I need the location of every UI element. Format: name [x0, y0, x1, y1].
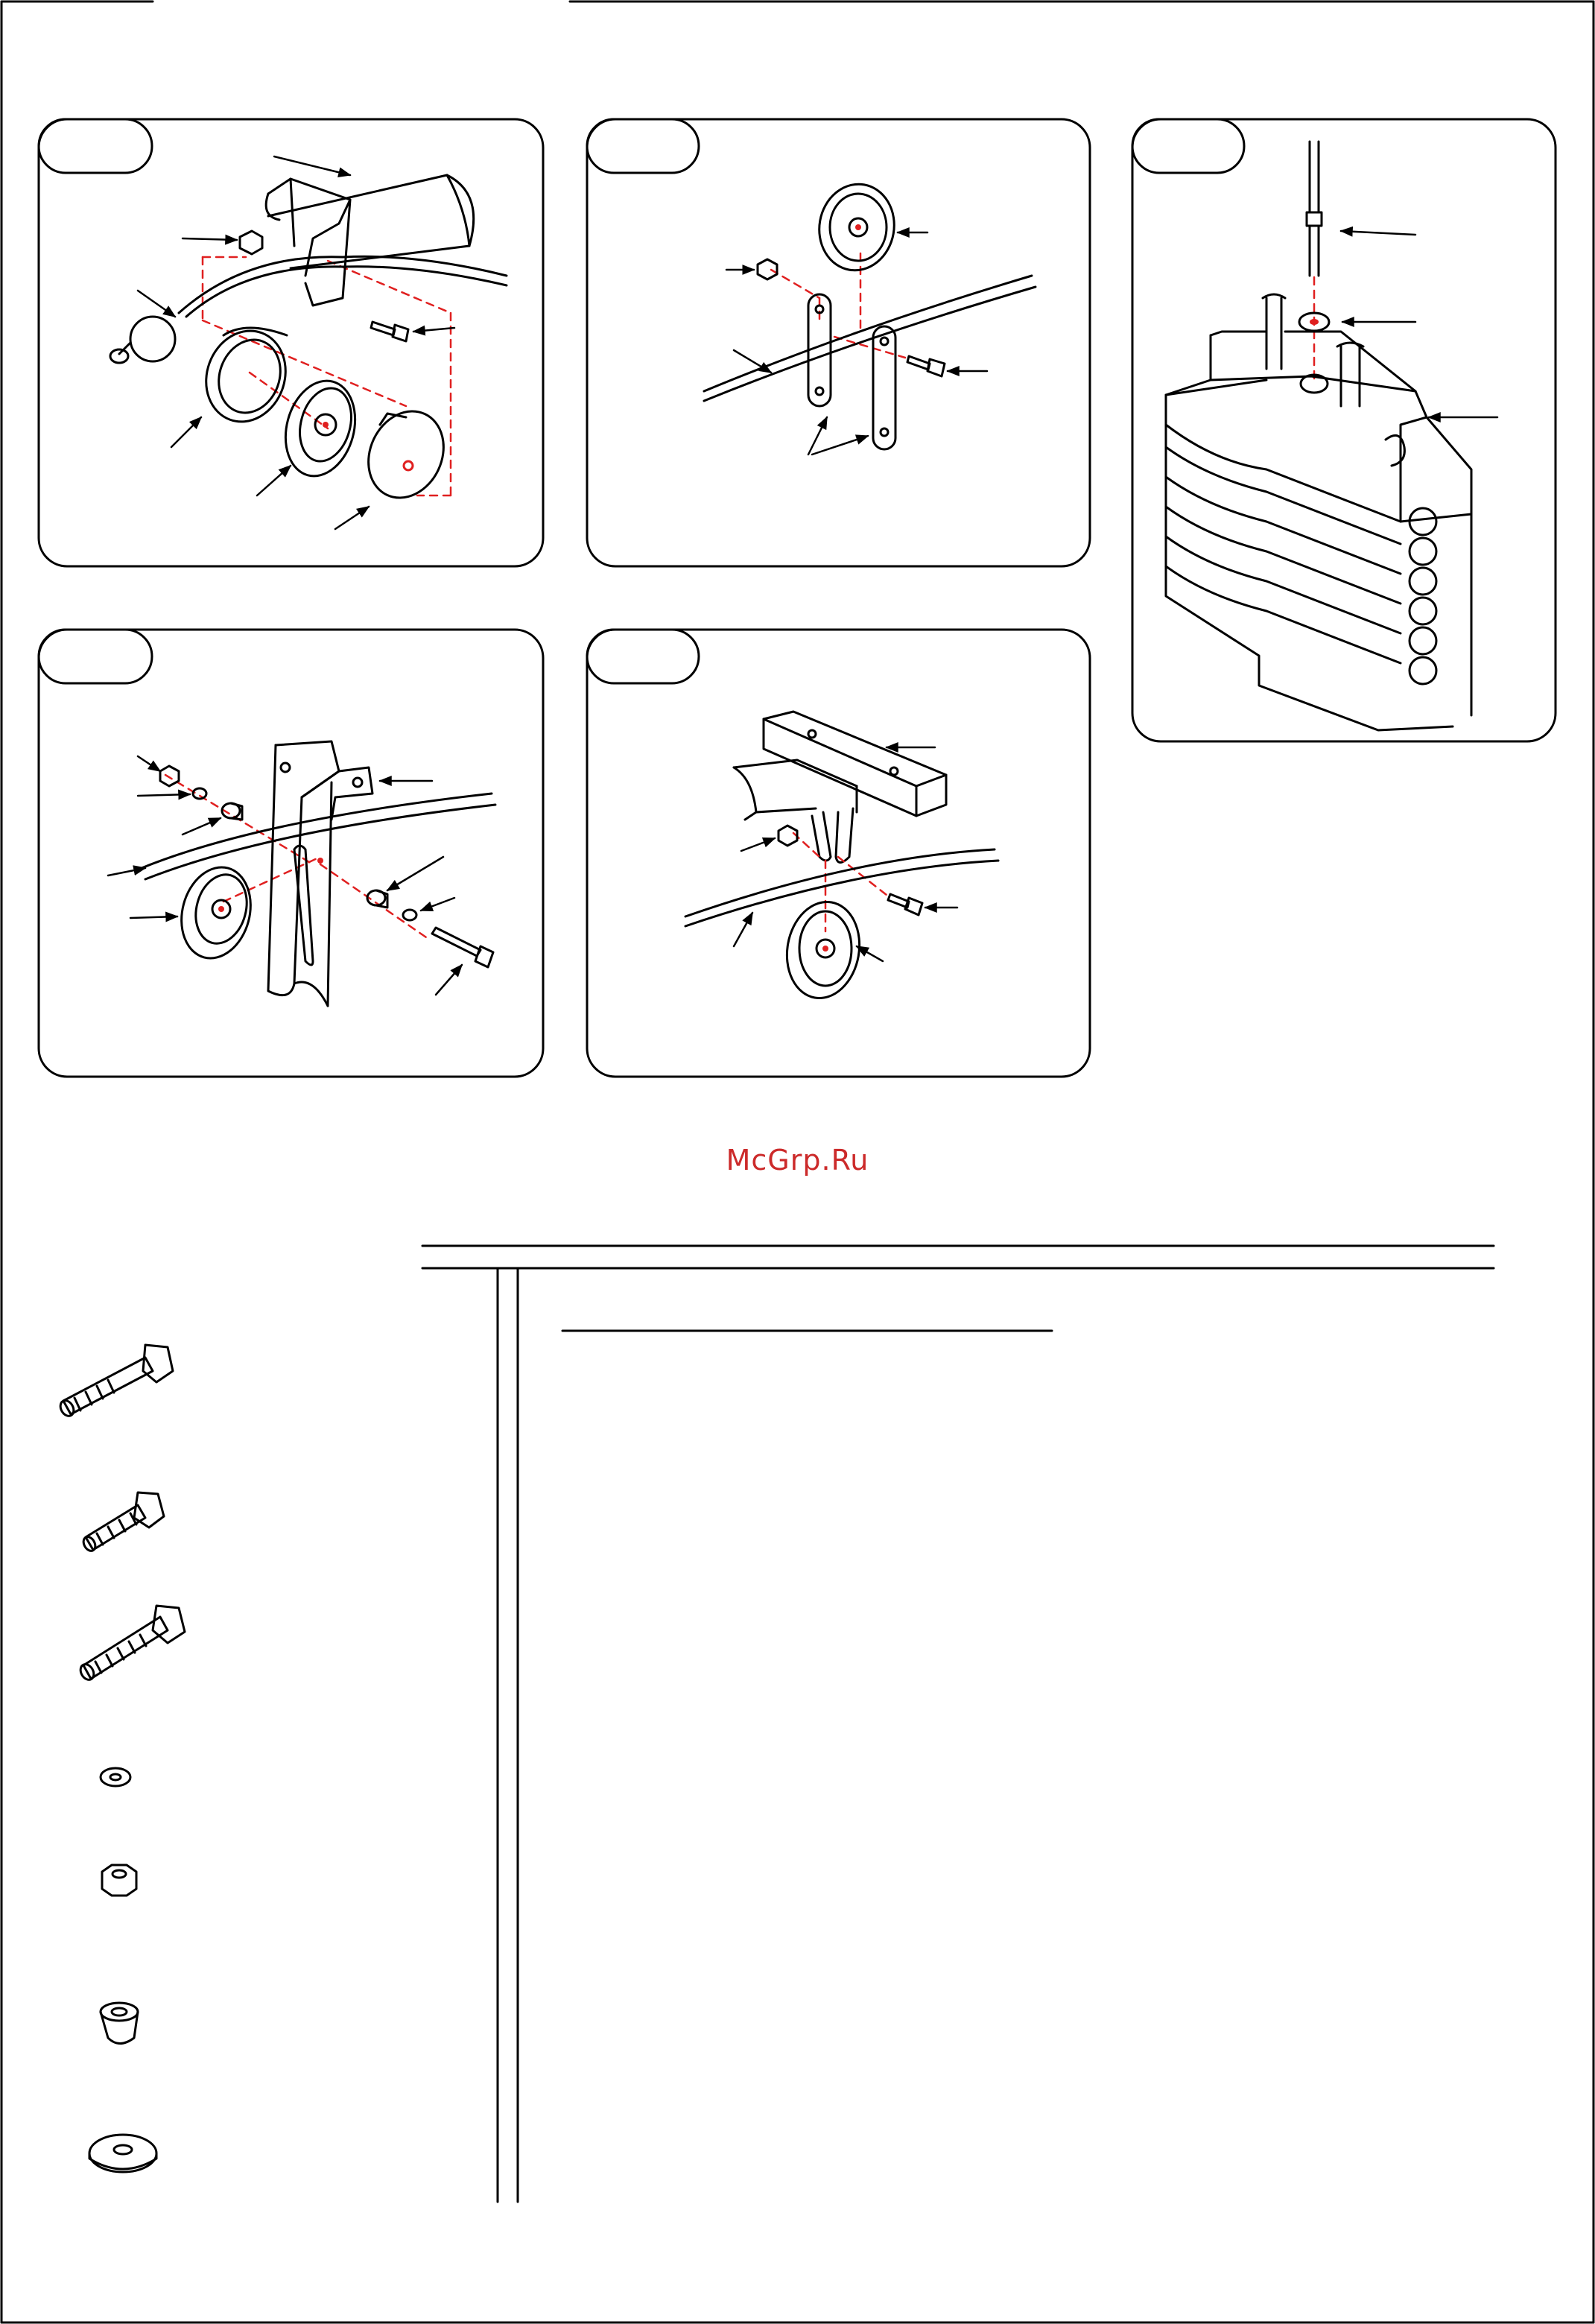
long-bolt-icon	[58, 1345, 173, 1419]
cover-plate-icon	[355, 399, 457, 510]
hanger-plate	[812, 808, 853, 863]
panel-5-step-tab	[587, 630, 699, 683]
bracket	[266, 179, 350, 305]
hardware-icons	[58, 1345, 185, 2172]
panel-5-callouts	[734, 747, 957, 961]
pulley-wheel-icon	[813, 178, 901, 276]
pulley-wheel-icon	[779, 896, 866, 1004]
bolt-icon	[888, 894, 922, 915]
cross-beam	[764, 712, 946, 816]
bolt-icon	[371, 322, 408, 341]
panel-3-callouts	[1341, 231, 1497, 417]
washer-icon	[1299, 313, 1329, 331]
panel-4-frame	[39, 630, 543, 1077]
washer-icon	[403, 910, 416, 920]
panel-4	[39, 630, 543, 1077]
frame-tube	[268, 175, 474, 268]
nut-icon	[779, 826, 797, 846]
panel-1	[39, 119, 543, 566]
panel-2-frame	[587, 119, 1090, 566]
medium-bolt-icon	[78, 1606, 185, 1682]
panel-3-step-tab	[1132, 119, 1244, 173]
link-plate-icon	[808, 294, 895, 449]
cable-inner	[704, 287, 1036, 401]
nut-icon	[758, 259, 777, 279]
cable	[704, 276, 1032, 391]
panel-1-callouts	[138, 156, 454, 529]
cable-end-ball	[110, 317, 175, 363]
nut-icon	[240, 231, 262, 254]
nut-icon	[160, 766, 179, 786]
hex-nut-icon	[102, 1865, 136, 1896]
panel-4-step-tab	[39, 630, 152, 683]
panel-3-frame	[1132, 119, 1556, 741]
cable-inner	[145, 805, 495, 879]
weight-stack	[1166, 294, 1471, 730]
selector-pin-icon	[1307, 142, 1322, 276]
pulley-wheel-icon	[171, 859, 260, 966]
panel-5	[587, 630, 1090, 1077]
panel-5-frame	[587, 630, 1090, 1077]
spacer-icon	[101, 2003, 138, 2044]
bolt-icon	[432, 928, 493, 967]
washer-icon	[101, 1768, 130, 1786]
bolt-icon	[907, 356, 945, 376]
main-tube	[734, 760, 857, 820]
short-bolt-icon	[81, 1492, 164, 1553]
panel-2-step-tab	[587, 119, 699, 173]
pulley-cover-icon	[194, 320, 298, 433]
hardware-table	[422, 1246, 1494, 2202]
panel-2-guides	[771, 253, 905, 358]
watermark: McGrp.Ru	[726, 1144, 869, 1177]
panel-3	[1132, 119, 1556, 741]
panel-4-callouts	[108, 756, 462, 995]
panel-2	[587, 119, 1090, 566]
cable-inner	[186, 267, 507, 317]
large-washer-icon	[89, 2135, 156, 2172]
panel-1-step-tab	[39, 119, 152, 173]
